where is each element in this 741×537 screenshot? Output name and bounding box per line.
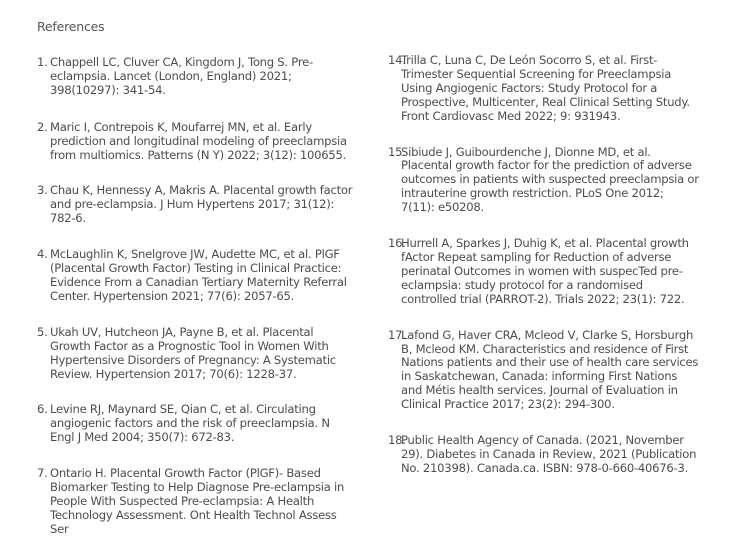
reference-number: 1. <box>37 55 48 69</box>
reference-number: 16. <box>388 236 406 251</box>
reference-item <box>37 403 355 445</box>
reference-text: Levine RJ, Maynard SE, Qian C, et al. Circulating angiogenic factors and the risk of preeclampsia. N Engl J Med 2004; 350(7): 672-83. <box>50 402 330 445</box>
reference-item <box>37 56 355 98</box>
reference-text: Sibiude J, Guibourdenche J, Dionne MD, et al. Placental growth factor for the prediction of adverse outcomes in patients with suspected preeclampsia or intrauterine growth restriction. PLoS One 2012; 7(11): e50208. <box>401 144 699 215</box>
reference-item <box>37 121 355 163</box>
reference-text: Ukah UV, Hutcheon JA, Payne B, et al. Placental Growth Factor as a Prognostic Tool in Women With Hypertensive Disorders of Pregnancy: A Systematic Review. Hypertension 2017; 70(6): 1228-37. <box>50 324 336 381</box>
reference-item <box>388 54 700 124</box>
reference-number: 4. <box>37 247 48 262</box>
reference-item <box>388 237 700 307</box>
reference-number: 5. <box>37 324 48 339</box>
reference-text: Trilla C, Luna C, De León Socorro S, et al. First-Trimester Sequential Screening for Preeclampsia Using Angiogenic Factors: Study Protocol for a Prospective, Multicenter, Real Clinical Setting Study. Front Cardiovasc Med 2022; 9: 931943. <box>401 53 690 123</box>
reference-text: Ontario H. Placental Growth Factor (PlGF)- Based Biomarker Testing to Help Diagnose Pre-eclampsia in People With Suspected Pre-eclampsia: A Health Technology Assessment. Ont Health Technol Assess Ser <box>50 466 345 536</box>
reference-text: Hurrell A, Sparkes J, Duhig K, et al. Placental growth fActor Repeat sampling for Reduction of adverse perinatal Outcomes in women with suspecTed pre-eclampsia: study protocol for a randomised controlled trial (PARROT-2). Trials 2022; 23(1): 722. <box>401 236 689 306</box>
reference-number: 2. <box>37 119 48 134</box>
reference-item <box>388 329 700 412</box>
reference-text: Chau K, Hennessy A, Makris A. Placental growth factor and pre-eclampsia. J Hum Hypertens 2017; 31(12): 782-6. <box>50 183 353 226</box>
references-heading: References <box>37 19 105 34</box>
reference-number: 6. <box>37 402 48 417</box>
reference-item <box>37 248 355 304</box>
reference-number: 3. <box>37 183 48 198</box>
reference-number: 17. <box>388 327 406 342</box>
reference-number: 15. <box>388 144 406 159</box>
references-left-column <box>37 56 355 537</box>
reference-number: 14. <box>388 53 406 67</box>
reference-item <box>37 184 355 226</box>
reference-item <box>37 467 355 537</box>
reference-text: Maric I, Contrepois K, Moufarrej MN, et al. Early prediction and longitudinal modeling of preeclampsia from multiomics. Patterns (N Y) 2022; 3(12): 100655. <box>50 119 347 162</box>
reference-item <box>388 146 700 216</box>
reference-text: Chappell LC, Cluver CA, Kingdom J, Tong S. Pre-eclampsia. Lancet (London, England) 2021; 398(10297): 341-54. <box>50 55 313 97</box>
reference-text: Lafond G, Haver CRA, Mcleod V, Clarke S, Horsburgh B, Mcleod KM. Characteristics and residence of First Nations patients and their use of health care services in Saskatchewan, Canada: informing First Nations and Métis health services. Journal of Evaluation in Clinical Practice 2017; 23(2): 294-300. <box>401 327 699 412</box>
references-right-column <box>388 54 700 476</box>
reference-number: 7. <box>37 466 48 481</box>
reference-text: Public Health Agency of Canada. (2021, November 29). Diabetes in Canada in Review, 2021 (Publication No. 210398). Canada.ca. ISBN: 978-0-660-40676-3. <box>401 433 697 475</box>
reference-item <box>388 434 700 476</box>
reference-text: McLaughlin K, Snelgrove JW, Audette MC, et al. PlGF (Placental Growth Factor) Testing in Clinical Practice: Evidence From a Canadian Tertiary Maternity Referral Center. Hypertension 2021; 77(6): 2057-65. <box>50 247 347 303</box>
reference-item <box>37 326 355 382</box>
reference-number: 18. <box>388 433 406 448</box>
